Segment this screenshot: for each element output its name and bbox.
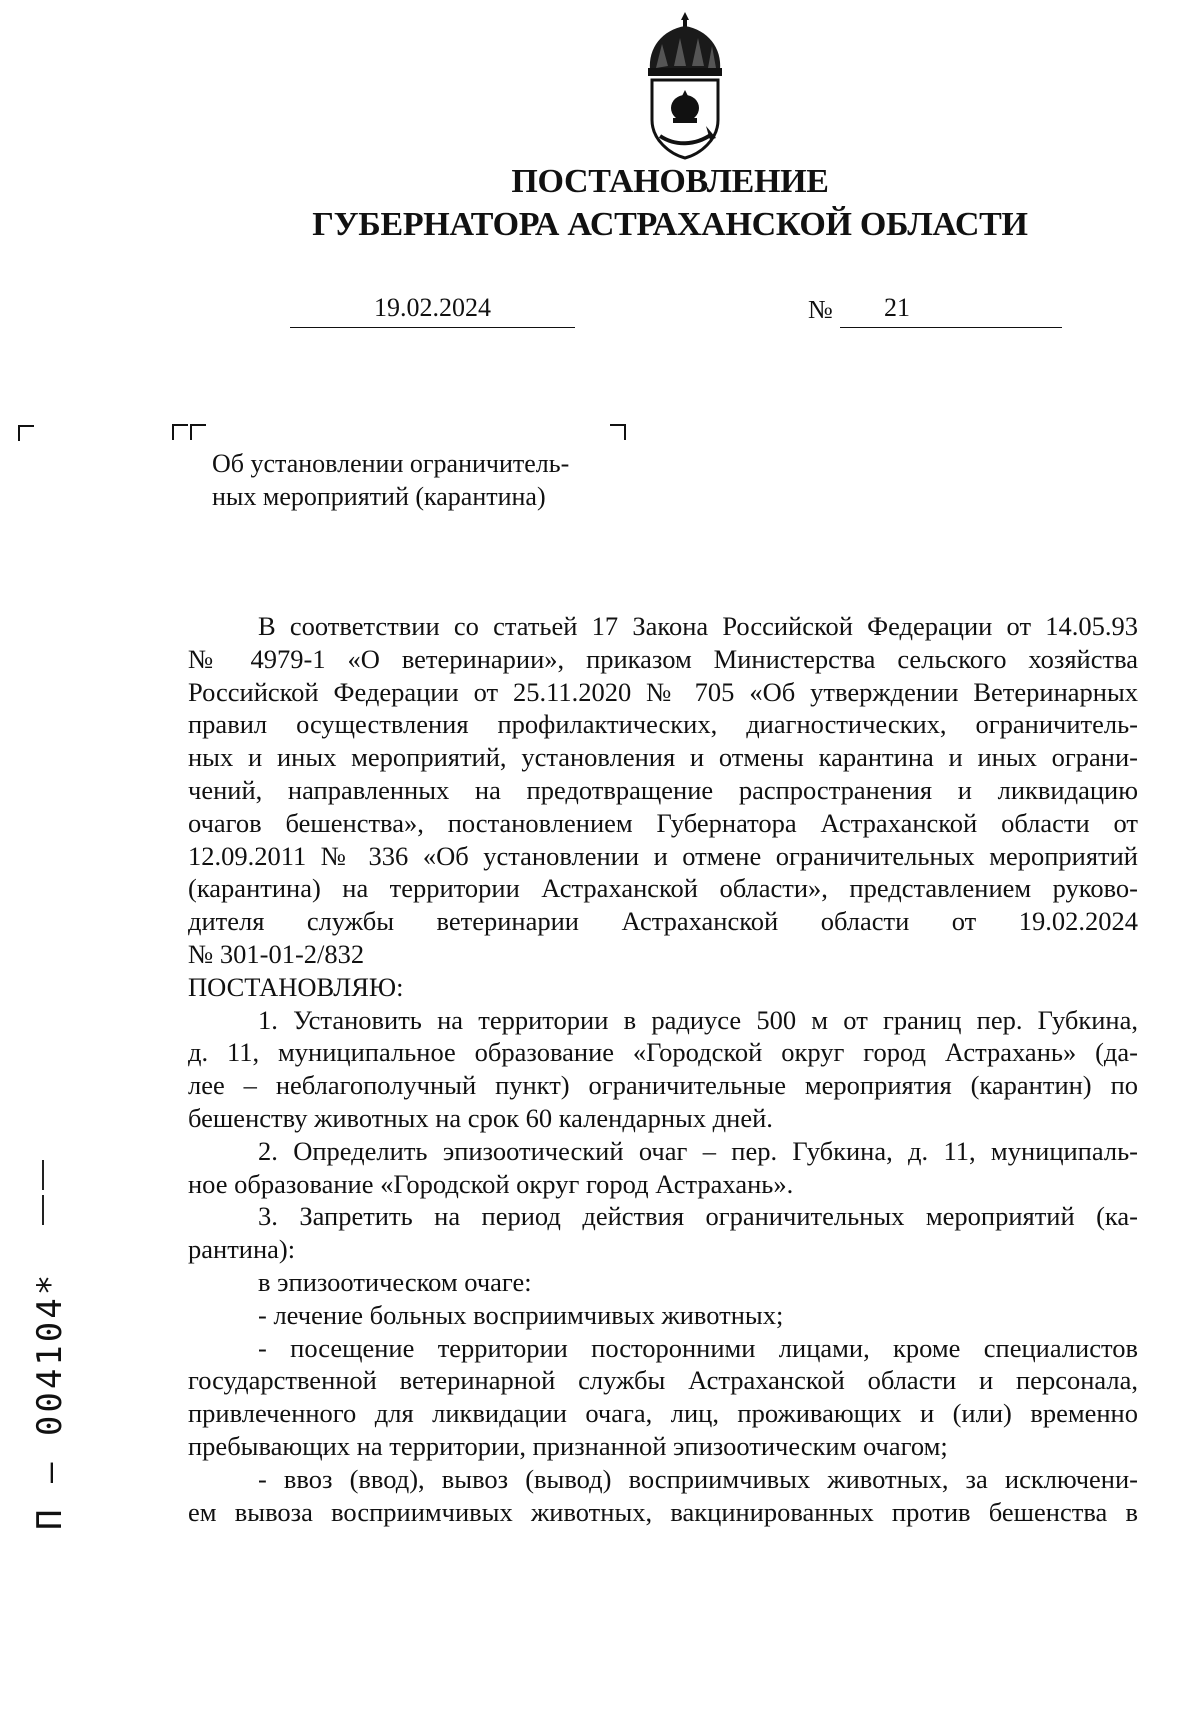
body-line: ем вывоза восприимчивых животных, вакцинированных против бешенства в xyxy=(188,1496,1138,1527)
body-line: - лечение больных восприимчивых животных; xyxy=(258,1299,784,1330)
document-date: 19.02.2024 xyxy=(374,293,491,322)
body-line: № 301-01-2/832 xyxy=(188,938,365,969)
margin-corner-mark xyxy=(18,425,34,441)
body-line: В соответствии со статьей 17 Закона Российской Федерации от 14.05.93 xyxy=(258,611,1138,641)
body-line: чений, направленных на предотвращение распространения и ликвидацию xyxy=(188,774,1138,805)
body-line: 12.09.2011 № 336 «Об установлении и отмене ограничительных мероприятий xyxy=(188,840,1138,871)
body-line: № 4979-1 «О ветеринарии», приказом Министерства сельского хозяйства xyxy=(188,643,1138,674)
number-label: № xyxy=(808,295,833,324)
body-line: очагов бешенства», постановлением Губернатора Астраханской области от xyxy=(188,807,1138,838)
document-body xyxy=(188,610,1138,1528)
body-line: 1. Установить на территории в радиусе 500 м от границ пер. Губкина, xyxy=(258,1004,1138,1035)
body-line: ное образование «Городской округ город Астрахань». xyxy=(188,1168,794,1199)
body-line: правил осуществления профилактических, диагностических, ограничитель- xyxy=(188,709,1138,740)
resolution-keyword: ПОСТАНОВЛЯЮ: xyxy=(188,971,404,1002)
subject-bracket-right xyxy=(610,424,626,440)
number-underline xyxy=(840,327,1062,328)
document-subject xyxy=(212,447,632,513)
document-title-line2: ГУБЕРНАТОРА АСТРАХАНСКОЙ ОБЛАСТИ xyxy=(312,206,1028,243)
body-line: государственной ветеринарной службы Астраханской области и персонала, xyxy=(188,1365,1138,1396)
body-line: привлеченного для ликвидации очага, лиц, проживающих и (или) временно xyxy=(188,1398,1138,1429)
body-line: 2. Определить эпизоотический очаг – пер. Губкина, д. 11, муниципаль- xyxy=(258,1135,1138,1166)
subject-bracket-left-outer xyxy=(172,424,188,440)
body-line: Российской Федерации от 25.11.2020 № 705 «Об утверждении Ветеринарных xyxy=(188,676,1138,707)
body-line: рантина): xyxy=(188,1234,296,1265)
subject-bracket-left-inner xyxy=(190,424,206,440)
margin-tick xyxy=(42,1195,44,1225)
body-line: бешенству животных на срок 60 календарных дней. xyxy=(188,1102,773,1133)
body-line: - ввоз (ввод), вывоз (вывод) восприимчивых животных, за исключени- xyxy=(258,1463,1138,1494)
coat-of-arms-icon xyxy=(640,8,730,163)
body-line: в эпизоотическом очаге: xyxy=(258,1266,532,1297)
body-line: - посещение территории посторонними лицами, кроме специалистов xyxy=(258,1332,1138,1363)
document-number: 21 xyxy=(884,293,910,322)
date-underline xyxy=(290,327,575,328)
subject-line: ных мероприятий (карантина) xyxy=(212,482,546,511)
document-title-line1: ПОСТАНОВЛЕНИЕ xyxy=(511,163,829,200)
body-line: ных и иных мероприятий, установления и отмены карантина и иных ограни- xyxy=(188,742,1138,773)
margin-tick xyxy=(42,1160,44,1190)
registration-stamp: П – 004104* xyxy=(30,1271,70,1530)
body-line: лее – неблагополучный пункт) ограничительные мероприятия (карантин) по xyxy=(188,1070,1138,1101)
body-line: (карантина) на территории Астраханской области», представлением руково- xyxy=(188,873,1138,904)
subject-line: Об установлении ограничитель- xyxy=(212,449,570,478)
body-line: дителя службы ветеринарии Астраханской области от 19.02.2024 xyxy=(188,906,1138,937)
body-line: 3. Запретить на период действия ограничительных мероприятий (ка- xyxy=(258,1201,1138,1232)
body-line: д. 11, муниципальное образование «Городской округ город Астрахань» (да- xyxy=(188,1037,1138,1068)
body-line: пребывающих на территории, признанной эпизоотическим очагом; xyxy=(188,1430,948,1461)
